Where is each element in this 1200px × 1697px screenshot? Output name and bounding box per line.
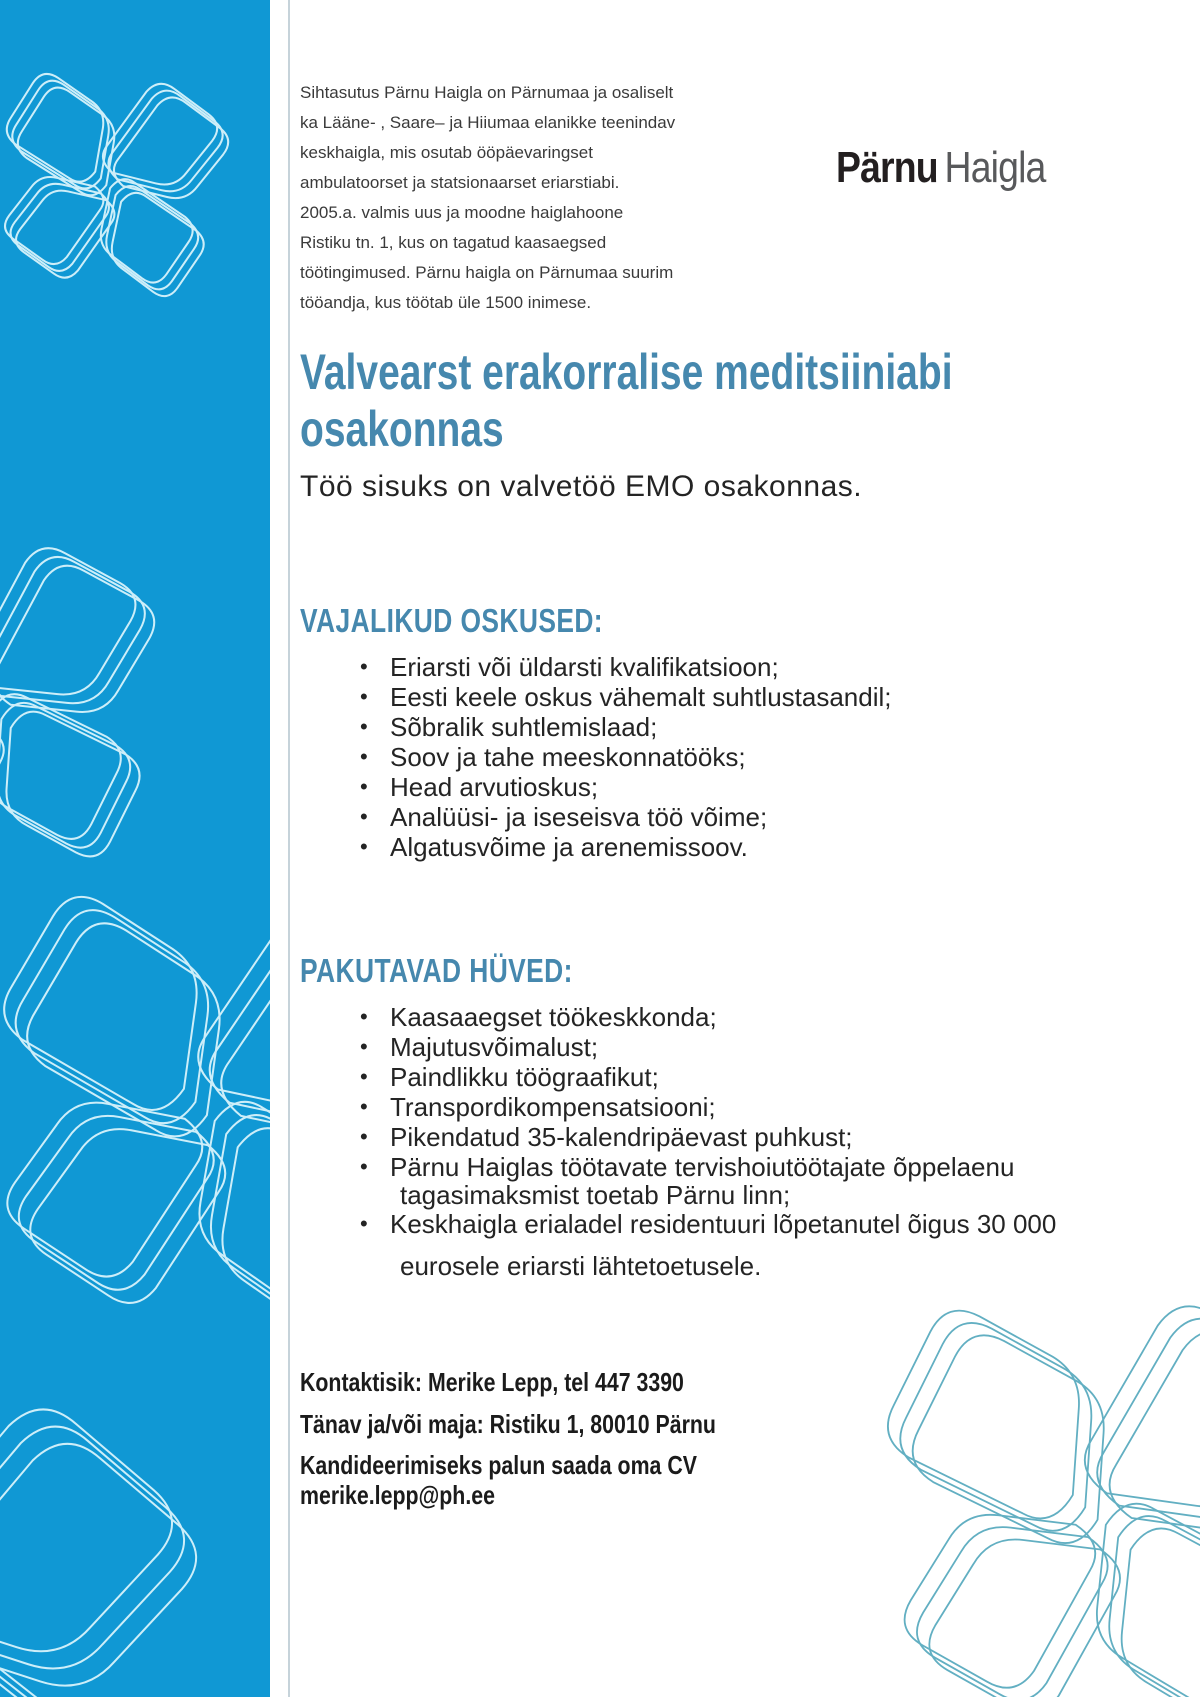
bullet-dot: • [360, 1154, 368, 1179]
skills-heading: VAJALIKUD OSKUSED: [300, 602, 604, 639]
list-item [300, 1122, 1056, 1152]
list-item [300, 1152, 1056, 1209]
parnu-haigla-logo [836, 143, 1045, 193]
bullet-dot: • [360, 1064, 368, 1089]
list-item [300, 652, 892, 682]
list-item-text: Analüüsi- ja iseseisva töö võime; [390, 802, 768, 832]
list-item-text: Majutusvõimalust; [390, 1032, 599, 1062]
list-item-text: Eesti keele oskus vähemalt suhtlustasandil; [390, 682, 892, 712]
intro-line: Ristiku tn. 1, kus on tagatud kaasaegsed [300, 233, 607, 252]
intro-line: keskhaigla, mis osutab ööpäevaringset [300, 143, 593, 162]
list-item-text: Eriarsti või üldarsti kvalifikatsioon; [390, 652, 779, 682]
list-item [300, 772, 892, 802]
list-item-text: Transpordikompensatsiooni; [390, 1092, 716, 1122]
list-item [300, 832, 892, 862]
intro-paragraph [300, 78, 675, 318]
intro-line: Sihtasutus Pärnu Haigla on Pärnumaa ja osaliselt [300, 83, 674, 102]
list-item-text: Paindlikku töögraafikut; [390, 1062, 659, 1092]
list-item-text: Pärnu Haiglas töötavate tervishoiutöötajate õppelaenu tagasimaksmist toetab Pärnu linn; [390, 1152, 1015, 1210]
bullet-dot: • [360, 684, 368, 709]
job-title [300, 344, 953, 458]
list-item [300, 1092, 1056, 1122]
job-title-line2: osakonnas [300, 401, 504, 457]
bullet-dot: • [360, 1034, 368, 1059]
list-item-text: Kaasaaegset töökeskkonda; [390, 1002, 717, 1032]
job-subtitle: Töö sisuks on valvetöö EMO osakonnas. [300, 470, 863, 503]
flower-motif-icon [0, 30, 253, 330]
list-item-text: Head arvutioskus; [390, 772, 599, 802]
contact-email: merike.lepp@ph.ee [300, 1480, 495, 1510]
intro-line: ambulatoorset ja statsionaarset eriarstiabi. [300, 173, 620, 192]
intro-line: 2005.a. valmis uus ja moodne haiglahoone [300, 203, 624, 222]
benefits-heading: PAKUTAVAD HÜVED: [300, 952, 573, 989]
list-item [300, 1002, 1056, 1032]
intro-line: töötingimused. Pärnu haigla on Pärnumaa suurim [300, 263, 674, 282]
contact-person: Kontaktisik: Merike Lepp, tel 447 3390 [300, 1367, 684, 1397]
list-item-text: Sõbralik suhtlemislaad; [390, 712, 658, 742]
list-item-text: Algatusvõime ja arenemissoov. [390, 832, 748, 862]
flower-motif-icon [790, 1210, 1200, 1697]
bullet-dot: • [360, 804, 368, 829]
job-title-line1: Valvearst erakorralise meditsiiniabi [300, 344, 953, 400]
vertical-divider [288, 0, 290, 1697]
bullet-dot: • [360, 714, 368, 739]
list-item-text: Soov ja tahe meeskonnatööks; [390, 742, 746, 772]
bullet-dot: • [360, 834, 368, 859]
contact-apply-text: Kandideerimiseks palun saada oma CV [300, 1450, 697, 1480]
list-item [300, 1032, 1056, 1062]
contact-block [300, 1364, 716, 1510]
list-item [300, 1062, 1056, 1092]
flower-motif-icon [0, 1270, 250, 1697]
list-item-text: Pikendatud 35-kalendripäevast puhkust; [390, 1122, 853, 1152]
blue-side-band [0, 0, 270, 1697]
bullet-dot: • [360, 744, 368, 769]
intro-line: tööandja, kus töötab üle 1500 inimese. [300, 293, 592, 312]
list-item [300, 1209, 1056, 1280]
contact-address: Tänav ja/või maja: Ristiku 1, 80010 Pärnu [300, 1409, 716, 1439]
list-item [300, 682, 892, 712]
bullet-dot: • [360, 1094, 368, 1119]
list-item [300, 712, 892, 742]
list-item [300, 742, 892, 772]
intro-line: ka Lääne- , Saare– ja Hiiumaa elanikke teenindav [300, 113, 676, 132]
logo-brand-light: Haigla [944, 143, 1046, 192]
benefits-list [300, 1002, 1056, 1280]
bullet-dot: • [360, 654, 368, 679]
bullet-dot: • [360, 774, 368, 799]
list-item-text: Keskhaigla erialadel residentuuri lõpetanutel õigus 30 000 eurosele eriarsti lähtetoetusele. [390, 1209, 1057, 1281]
bullet-dot: • [360, 1004, 368, 1029]
list-item [300, 802, 892, 832]
logo-brand-bold: Pärnu [836, 143, 938, 192]
skills-list [300, 652, 892, 862]
bullet-dot: • [360, 1211, 368, 1236]
bullet-dot: • [360, 1124, 368, 1149]
